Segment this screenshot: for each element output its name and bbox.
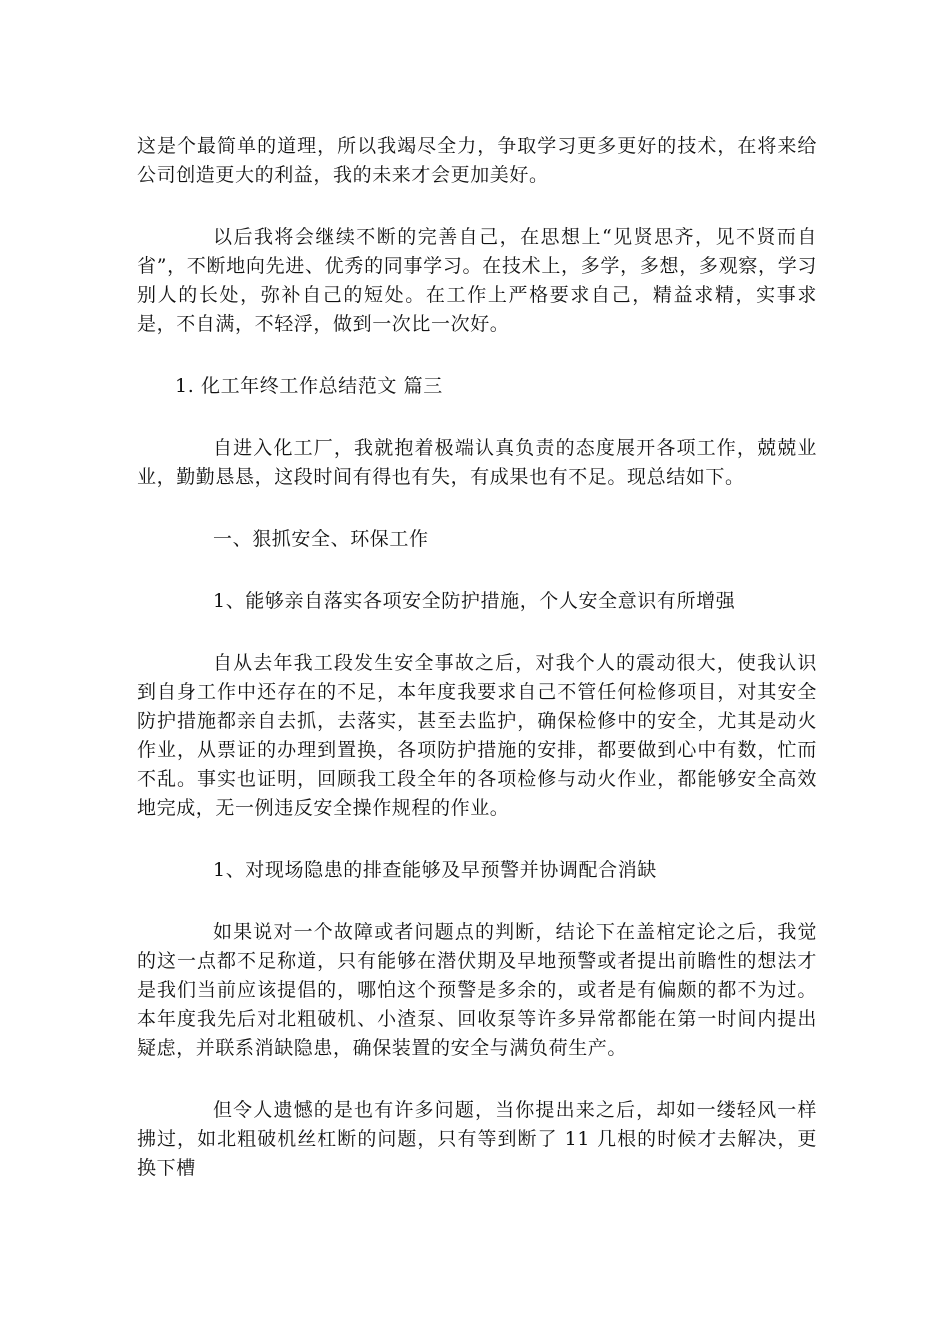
paragraph-intro: 自进入化工厂，我就抱着极端认真负责的态度展开各项工作，兢兢业业，勤勤恳恳，这段时间有得也有失，有成果也有不足。现总结如下。 <box>137 437 817 488</box>
paragraph-regret: 但令人遗憾的是也有许多问题，当你提出来之后，却如一缕轻风一样拂过，如北粗破机丝杠断的问题，只有等到断了 11 几根的时候才去解决，更换下槽 <box>137 1099 817 1179</box>
section-title: 1. 化工年终工作总结范文 篇三 <box>175 375 443 397</box>
document-body <box>137 132 817 1216</box>
paragraph-hazard-check: 如果说对一个故障或者问题点的判断，结论下在盖棺定论之后，我觉的这一点都不足称道，只有能够在潜伏期及早地预警或者提出前瞻性的想法才是我们当前应该提倡的，哪怕这个预警是多余的，或者是有偏颇的都不为过。本年度我先后对北粗破机、小渣泵、回收泵等许多异常都能在第一时间内提出疑虑，并联系消缺隐患，确保装置的安全与满负荷生产。 <box>137 921 817 1059</box>
paragraph-continuation: 这是个最简单的道理，所以我竭尽全力，争取学习更多更好的技术，在将来给公司创造更大的利益，我的未来才会更加美好。 <box>137 135 817 186</box>
subheading-safety-measures: 1、能够亲自落实各项安全防护措施，个人安全意识有所增强 <box>213 590 736 612</box>
paragraph-self-improvement: 以后我将会继续不断的完善自己，在思想上“见贤思齐，见不贤而自省”，不断地向先进、优秀的同事学习。在技术上，多学，多想，多观察，学习别人的长处，弥补自己的短处。在工作上严格要求自己，精益求精，实事求是，不自满，不轻浮，做到一次比一次好。 <box>137 226 817 335</box>
heading-safety: 一、狠抓安全、环保工作 <box>213 528 429 550</box>
subheading-hazard-check: 1、对现场隐患的排查能够及早预警并协调配合消缺 <box>213 859 657 881</box>
paragraph-safety-measures: 自从去年我工段发生安全事故之后，对我个人的震动很大，使我认识到自身工作中还存在的不足，本年度我要求自己不管任何检修项目，对其安全防护措施都亲自去抓，去落实，甚至去监护，确保检修中的安全，尤其是动火作业，从票证的办理到置换，各项防护措施的安排，都要做到心中有数，忙而不乱。事实也证明，回顾我工段全年的各项检修与动火作业，都能够安全高效地完成，无一例违反安全操作规程的作业。 <box>137 652 817 819</box>
